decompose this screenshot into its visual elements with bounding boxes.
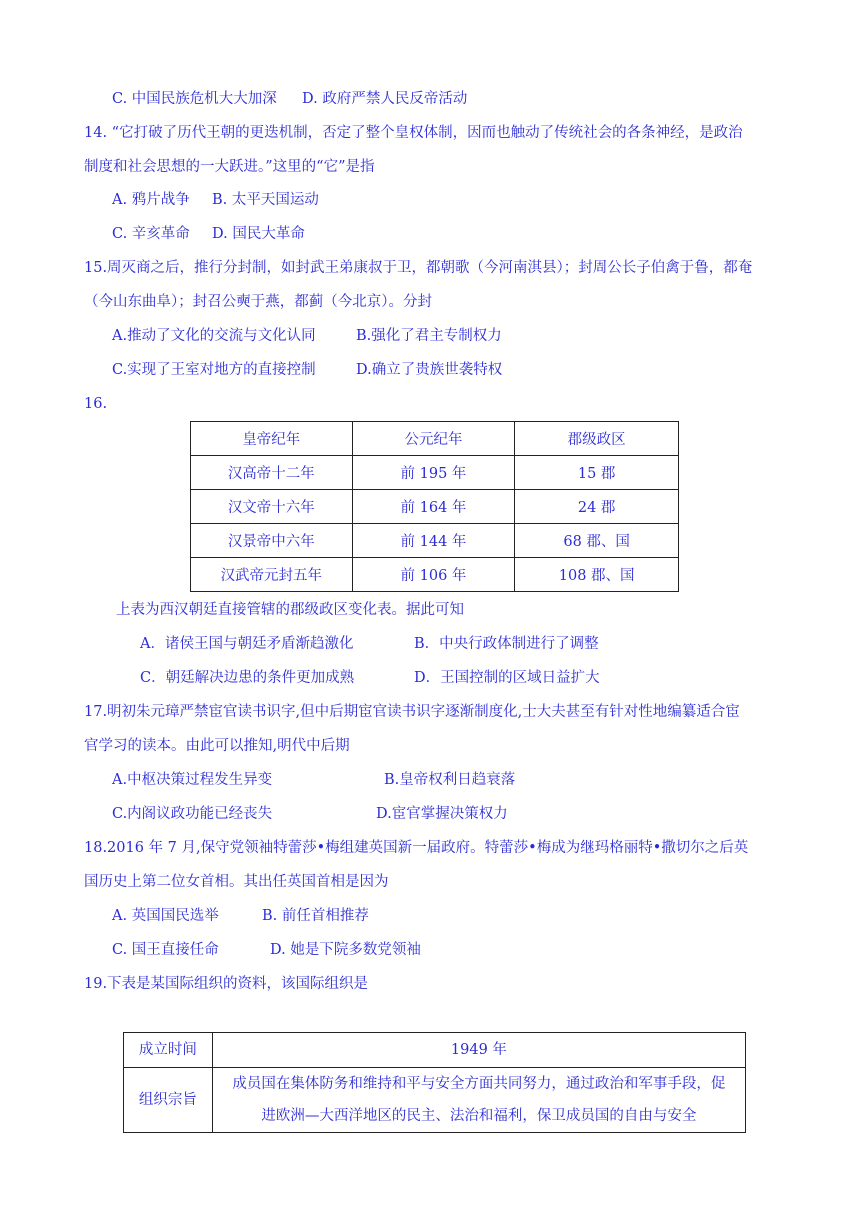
q14-option-c: C. 辛亥革命	[112, 226, 190, 242]
table-row	[124, 1033, 746, 1068]
table-cell: 68 郡、国	[515, 524, 679, 558]
table-cell: 1949 年	[212, 1033, 745, 1068]
table-label-cell: 成立时间	[124, 1033, 213, 1068]
table-cell: 24 郡	[515, 490, 679, 524]
table-row	[191, 524, 679, 558]
q14-option-b: B. 太平天国运动	[212, 192, 319, 208]
table-cell: 汉景帝中六年	[191, 524, 353, 558]
q16-number: 16.	[84, 396, 108, 412]
q14-stem-line2: 制度和社会思想的一大跃进。”这里的“它”是指	[84, 159, 375, 175]
q16-option-d: D．王国控制的区域日益扩大	[414, 670, 600, 686]
table-row	[191, 456, 679, 490]
q18-option-d: D. 她是下院多数党领袖	[270, 942, 421, 958]
table-row	[191, 490, 679, 524]
table-cell: 108 郡、国	[515, 558, 679, 592]
q15-option-a: A.推动了文化的交流与文化认同	[112, 328, 316, 344]
table-cell: 前 106 年	[352, 558, 515, 592]
table-cell: 前 164 年	[352, 490, 515, 524]
table-header-cell: 皇帝纪年	[191, 422, 353, 456]
table-cell-line: 进欧洲—大西洋地区的民主、法治和福利，保卫成员国的自由与安全	[261, 1108, 697, 1124]
table-cell: 前 144 年	[352, 524, 515, 558]
q18-option-b: B. 前任首相推荐	[262, 908, 369, 924]
q17-stem-line2: 官学习的读本。由此可以推知,明代中后期	[84, 738, 350, 754]
q17-option-c: C.内阁议政功能已经丧失	[112, 806, 273, 822]
table-cell: 汉高帝十二年	[191, 456, 353, 490]
q13-option-d: D. 政府严禁人民反帝活动	[302, 91, 468, 107]
q15-stem-line1: 15.周灭商之后，推行分封制，如封武王弟康叔于卫，都朝歌（今河南淇县）；封周公长子伯禽于鲁，都奄	[84, 260, 753, 276]
q14-option-a: A. 鸦片战争	[112, 192, 190, 208]
table-header-cell: 公元纪年	[352, 422, 515, 456]
table-label-cell: 组织宗旨	[124, 1068, 213, 1133]
q18-stem-line2: 国历史上第二位女首相。其出任英国首相是因为	[84, 874, 389, 890]
q14-option-d: D. 国民大革命	[212, 226, 305, 242]
q17-option-a: A.中枢决策过程发生异变	[112, 772, 273, 788]
table-cell	[212, 1068, 745, 1133]
q17-stem-line1: 17.明初朱元璋严禁宦官读书识字,但中后期宦官读书识字逐渐制度化,士大夫甚至有针对性地编纂适合宦	[84, 704, 740, 720]
q15-option-c: C.实现了王室对地方的直接控制	[112, 362, 316, 378]
q16-option-a: A．诸侯王国与朝廷矛盾渐趋激化	[140, 636, 354, 652]
table-cell: 汉文帝十六年	[191, 490, 353, 524]
q19-table	[123, 1032, 746, 1133]
q17-option-d: D.宦官掌握决策权力	[376, 806, 508, 822]
q17-option-b: B.皇帝权利日趋衰落	[384, 772, 516, 788]
table-cell-line: 成员国在集体防务和维持和平与安全方面共同努力，通过政治和军事手段，促	[232, 1076, 726, 1092]
table-cell: 前 195 年	[352, 456, 515, 490]
q15-option-b: B.强化了君主专制权力	[356, 328, 502, 344]
table-row	[124, 1068, 746, 1133]
q18-option-a: A. 英国国民选举	[112, 908, 219, 924]
table-header-row	[191, 422, 679, 456]
table-cell: 汉武帝元封五年	[191, 558, 353, 592]
q13-option-c: C. 中国民族危机大大加深	[112, 91, 277, 107]
q15-stem-line2: （今山东曲阜）；封召公奭于燕，都蓟（今北京）。分封	[84, 294, 432, 310]
q16-table	[190, 421, 679, 592]
table-cell: 15 郡	[515, 456, 679, 490]
q15-option-d: D.确立了贵族世袭特权	[356, 362, 503, 378]
q18-option-c: C. 国王直接任命	[112, 942, 219, 958]
table-header-cell: 郡级政区	[515, 422, 679, 456]
table-row	[191, 558, 679, 592]
q16-option-b: B．中央行政体制进行了调整	[414, 636, 599, 652]
q14-stem-line1: 14. “它打破了历代王朝的更迭机制，否定了整个皇权体制，因而也触动了传统社会的各条神经，是政治	[84, 125, 743, 141]
q19-stem: 19.下表是某国际组织的资料，该国际组织是	[84, 976, 369, 992]
q16-option-c: C．朝廷解决边患的条件更加成熟	[140, 670, 355, 686]
q18-stem-line1: 18.2016 年 7 月,保守党领袖特蕾莎•梅组建英国新一届政府。特蕾莎•梅成为继玛格丽特•撒切尔之后英	[84, 840, 749, 856]
q16-stem: 上表为西汉朝廷直接管辖的郡级政区变化表。据此可知	[116, 602, 464, 618]
